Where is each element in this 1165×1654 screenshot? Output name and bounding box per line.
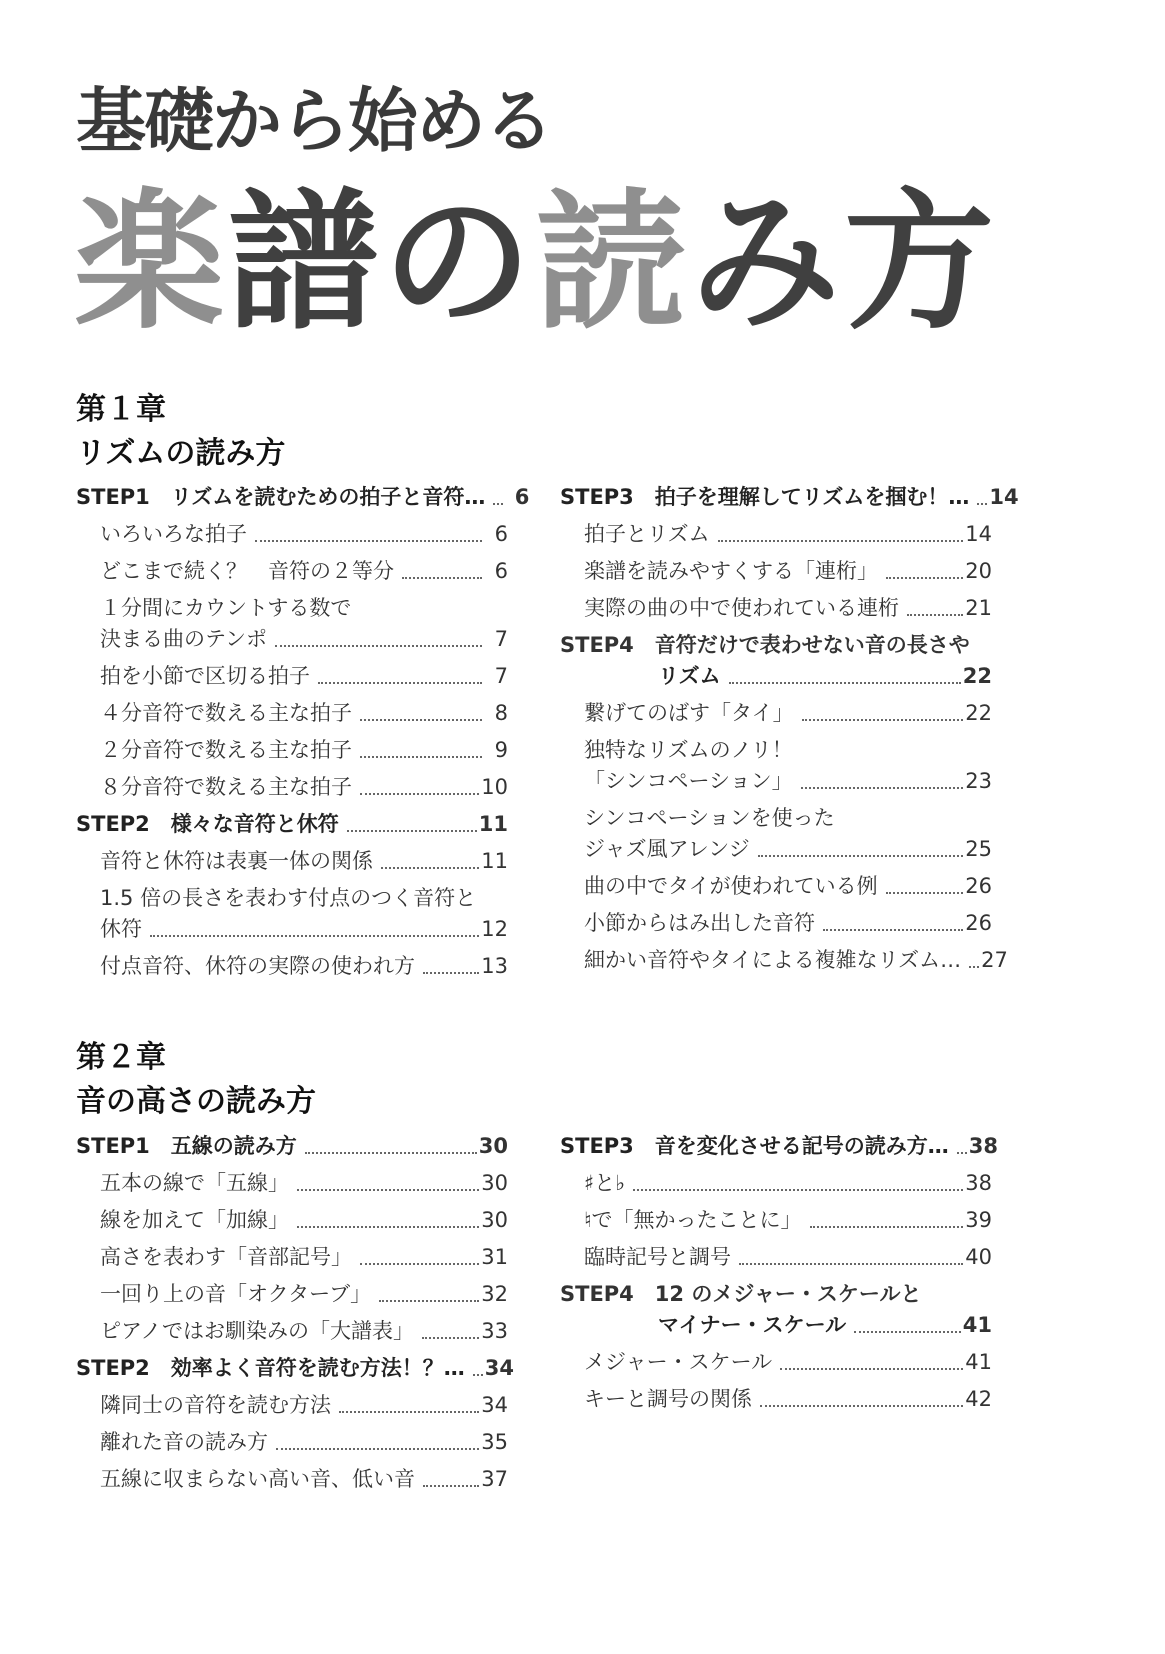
- toc-entry-label: 線を加えて「加線」: [100, 1208, 289, 1232]
- leader-dots: [739, 1263, 963, 1265]
- toc-entry-label: 曲の中でタイが使われている例: [584, 874, 878, 898]
- toc-page-number: 10: [481, 775, 508, 799]
- toc-page-number: 23: [965, 769, 992, 793]
- toc-entry[interactable]: [560, 803, 992, 865]
- leader-dots: [969, 966, 979, 968]
- toc-entry-label: ♯と♭: [584, 1171, 626, 1195]
- toc-entry[interactable]: [76, 1168, 508, 1199]
- toc-page-number: 30: [481, 1208, 508, 1232]
- toc-entry-label: 決まる曲のテンポ: [100, 627, 267, 651]
- leader-dots: [360, 756, 482, 758]
- title-char: 楽: [74, 176, 229, 350]
- toc-entry-label: STEP2 様々な音符と休符: [76, 812, 339, 836]
- leader-dots: [318, 682, 482, 684]
- toc-entry-label: 繋げてのばす「タイ」: [584, 701, 794, 725]
- toc-entry-label: ４分音符で数える主な拍子: [100, 701, 352, 725]
- toc-page-number: 21: [965, 596, 992, 620]
- toc-entry[interactable]: [76, 1242, 508, 1273]
- toc-entry[interactable]: [560, 1242, 992, 1273]
- toc-page-number: 25: [965, 837, 992, 861]
- toc-entry[interactable]: [76, 1464, 508, 1495]
- chapter-2-heading: [76, 1036, 316, 1124]
- toc-entry-label-line1: シンコペーションを使った: [584, 806, 835, 830]
- leader-dots: [633, 1189, 963, 1191]
- toc-page-number: 12: [481, 917, 508, 941]
- toc-entry[interactable]: [560, 519, 992, 550]
- leader-dots: [305, 1152, 477, 1154]
- toc-page-number: 30: [481, 1171, 508, 1195]
- toc-entry-label: 楽譜を読みやすくする「連桁」: [584, 559, 878, 583]
- toc-entry-label: 臨時記号と調号: [584, 1245, 731, 1269]
- toc-page-number: 34: [481, 1393, 508, 1417]
- leader-dots: [780, 1368, 963, 1370]
- toc-entry-label: メジャー・スケール: [584, 1350, 773, 1374]
- chapter-1-right-column: [560, 482, 1019, 982]
- toc-entry-label: ピアノではお馴染みの「大譜表」: [100, 1319, 414, 1343]
- leader-dots: [150, 935, 479, 937]
- chapter-2-right-column: [560, 1131, 999, 1421]
- toc-entry-label-line1: STEP4 12 のメジャー・スケールと: [560, 1282, 922, 1306]
- leader-dots: [729, 682, 961, 684]
- leader-dots: [423, 1485, 479, 1487]
- leader-dots: [276, 1448, 479, 1450]
- toc-step-entry[interactable]: [76, 1353, 515, 1384]
- leader-dots: [758, 855, 964, 857]
- title-char: の: [382, 176, 537, 350]
- toc-page-number: 42: [965, 1387, 992, 1411]
- toc-entry-label: 付点音符、休符の実際の使われ方: [100, 954, 415, 978]
- toc-entry-label: ♮で「無かったことに」: [584, 1208, 802, 1232]
- toc-page-number: 6: [494, 559, 508, 583]
- leader-dots: [802, 719, 964, 721]
- leader-dots: [339, 1411, 479, 1413]
- chapter-number: 第１章: [76, 392, 166, 427]
- toc-page-number: 22: [962, 664, 992, 688]
- toc-entry-label: 五本の線で「五線」: [100, 1171, 289, 1195]
- leader-dots: [422, 1337, 479, 1339]
- title-char: 読: [536, 176, 691, 350]
- toc-entry-label: STEP2 効率よく音符を読む方法！？…: [76, 1356, 465, 1380]
- leader-dots: [801, 787, 964, 789]
- leader-dots: [297, 1226, 479, 1228]
- toc-page-number: 22: [965, 701, 992, 725]
- toc-step-entry[interactable]: [76, 482, 530, 513]
- toc-page-number: 37: [481, 1467, 508, 1491]
- toc-entry[interactable]: [560, 1347, 992, 1378]
- toc-page-number: 11: [478, 812, 508, 836]
- toc-entry[interactable]: [76, 735, 508, 766]
- toc-entry[interactable]: [560, 593, 992, 624]
- leader-dots: [402, 577, 482, 579]
- toc-entry-label: 音符と休符は表裏一体の関係: [100, 849, 373, 873]
- toc-entry[interactable]: [560, 1384, 992, 1415]
- toc-entry[interactable]: [76, 556, 508, 587]
- leader-dots: [810, 1226, 964, 1228]
- toc-entry[interactable]: [560, 698, 992, 729]
- toc-page-number: 38: [965, 1171, 992, 1195]
- toc-step-entry[interactable]: [560, 630, 992, 692]
- toc-entry[interactable]: [76, 846, 508, 877]
- toc-page-number: 31: [481, 1245, 508, 1269]
- toc-step-entry[interactable]: [560, 1279, 992, 1341]
- toc-entry-label: STEP1 リズムを読むための拍子と音符…: [76, 485, 486, 509]
- toc-entry-label: 実際の曲の中で使われている連桁: [584, 596, 899, 620]
- toc-entry[interactable]: [76, 883, 508, 945]
- toc-entry-label: 離れた音の読み方: [100, 1430, 268, 1454]
- toc-entry-label: 休符: [100, 917, 142, 941]
- toc-entry[interactable]: [76, 1316, 508, 1347]
- toc-page-number: 41: [962, 1313, 992, 1337]
- leader-dots: [473, 1374, 483, 1376]
- toc-page-number: 14: [965, 522, 992, 546]
- toc-entry[interactable]: [560, 735, 992, 797]
- toc-entry-label: STEP3 音を変化させる記号の読み方…: [560, 1134, 949, 1158]
- toc-entry-label: リズム: [658, 664, 721, 688]
- toc-entry-label: 拍子とリズム: [584, 522, 710, 546]
- toc-page-number: 6: [494, 522, 508, 546]
- chapter-title: リズムの読み方: [76, 436, 286, 471]
- toc-entry[interactable]: [76, 1427, 508, 1458]
- toc-page-number: 39: [965, 1208, 992, 1232]
- toc-entry[interactable]: [560, 945, 1008, 976]
- leader-dots: [493, 503, 503, 505]
- leader-dots: [297, 1189, 479, 1191]
- toc-page-number: 11: [481, 849, 508, 873]
- toc-page-number: 8: [494, 701, 508, 725]
- leader-dots: [886, 577, 963, 579]
- toc-entry[interactable]: [76, 1390, 508, 1421]
- leader-dots: [957, 1152, 967, 1154]
- leader-dots: [886, 892, 964, 894]
- toc-page-number: 20: [965, 559, 992, 583]
- toc-entry-label: マイナー・スケール: [658, 1313, 847, 1337]
- toc-entry-label: 細かい音符やタイによる複雑なリズム…: [584, 948, 962, 972]
- toc-entry-label: ２分音符で数える主な拍子: [100, 738, 352, 762]
- toc-entry[interactable]: [76, 1205, 508, 1236]
- toc-entry-label: STEP1 五線の読み方: [76, 1134, 297, 1158]
- leader-dots: [379, 1300, 479, 1302]
- toc-entry[interactable]: [76, 661, 508, 692]
- toc-entry[interactable]: [560, 556, 992, 587]
- leader-dots: [360, 1263, 479, 1265]
- leader-dots: [360, 793, 479, 795]
- leader-dots: [977, 503, 987, 505]
- toc-step-entry[interactable]: [560, 1131, 999, 1162]
- toc-entry-label: キーと調号の関係: [584, 1387, 752, 1411]
- toc-page-number: 6: [514, 485, 530, 509]
- toc-page-number: 34: [484, 1356, 515, 1380]
- leader-dots: [275, 645, 482, 647]
- toc-entry-label: 高さを表わす「音部記号」: [100, 1245, 352, 1269]
- toc-entry-label-line1: 1.5 倍の長さを表わす付点のつく音符と: [100, 886, 477, 910]
- chapter-number: 第２章: [76, 1040, 166, 1075]
- toc-entry-label-line1: １分間にカウントする数で: [100, 596, 352, 620]
- leader-dots: [381, 867, 479, 869]
- book-subtitle: 基礎から始める: [76, 80, 552, 162]
- toc-page-number: 30: [478, 1134, 508, 1158]
- leader-dots: [718, 540, 964, 542]
- toc-entry[interactable]: [560, 1205, 992, 1236]
- toc-entry-label: 隣同士の音符を読む方法: [100, 1393, 331, 1417]
- toc-entry[interactable]: [76, 698, 508, 729]
- toc-entry-label: 五線に収まらない高い音、低い音: [100, 1467, 415, 1491]
- leader-dots: [823, 929, 963, 931]
- toc-entry[interactable]: [560, 908, 992, 939]
- chapter-title: 音の高さの読み方: [76, 1084, 316, 1119]
- book-title: [74, 176, 999, 350]
- chapter-1-heading: [76, 388, 285, 476]
- toc-entry[interactable]: [76, 772, 508, 803]
- toc-page-number: 26: [965, 874, 992, 898]
- toc-entry-label: どこまで続く？ 音符の２等分: [100, 559, 394, 583]
- toc-page-number: 26: [965, 911, 992, 935]
- toc-step-entry[interactable]: [560, 482, 1019, 513]
- leader-dots: [907, 614, 963, 616]
- chapter-2-left-column: [76, 1131, 515, 1501]
- toc-page-number: 7: [494, 627, 508, 651]
- toc-page-number: 14: [989, 485, 1019, 509]
- leader-dots: [854, 1331, 961, 1333]
- toc-entry[interactable]: [560, 871, 992, 902]
- toc-entry-label: 一回り上の音「オクターブ」: [100, 1282, 372, 1306]
- toc-entry-label: STEP3 拍子を理解してリズムを掴む！…: [560, 485, 970, 509]
- toc-page-number: 35: [481, 1430, 508, 1454]
- toc-step-entry[interactable]: [76, 1131, 508, 1162]
- leader-dots: [760, 1405, 963, 1407]
- toc-entry-label: 拍を小節で区切る拍子: [100, 664, 310, 688]
- leader-dots: [423, 972, 479, 974]
- toc-entry-label-line1: STEP4 音符だけで表わせない音の長さや: [560, 633, 970, 657]
- toc-entry-label: 「シンコペーション」: [584, 769, 793, 793]
- toc-page-number: 38: [968, 1134, 999, 1158]
- toc-step-entry[interactable]: [76, 809, 508, 840]
- toc-page-number: 13: [481, 954, 508, 978]
- toc-page-number: 40: [965, 1245, 992, 1269]
- toc-entry-label: いろいろな拍子: [100, 522, 247, 546]
- title-char: 譜: [228, 176, 383, 350]
- toc-entry[interactable]: [76, 593, 508, 655]
- toc-page-number: 33: [481, 1319, 508, 1343]
- leader-dots: [347, 830, 477, 832]
- toc-page-number: 9: [494, 738, 508, 762]
- toc-page-number: 27: [981, 948, 1008, 972]
- leader-dots: [360, 719, 482, 721]
- chapter-1-left-column: [76, 482, 530, 988]
- title-char: み: [690, 176, 845, 350]
- title-char: 方: [844, 176, 999, 350]
- toc-entry-label: ジャズ風アレンジ: [584, 837, 750, 861]
- toc-entry-label-line1: 独特なリズムのノリ！: [584, 738, 793, 762]
- toc-entry[interactable]: [76, 951, 508, 982]
- toc-entry[interactable]: [76, 519, 508, 550]
- toc-page-number: 32: [481, 1282, 508, 1306]
- toc-page-number: 7: [494, 664, 508, 688]
- leader-dots: [255, 540, 482, 542]
- toc-page-number: 41: [965, 1350, 992, 1374]
- toc-entry-label: 小節からはみ出した音符: [584, 911, 815, 935]
- toc-entry-label: ８分音符で数える主な拍子: [100, 775, 352, 799]
- toc-entry[interactable]: [76, 1279, 508, 1310]
- toc-entry[interactable]: [560, 1168, 992, 1199]
